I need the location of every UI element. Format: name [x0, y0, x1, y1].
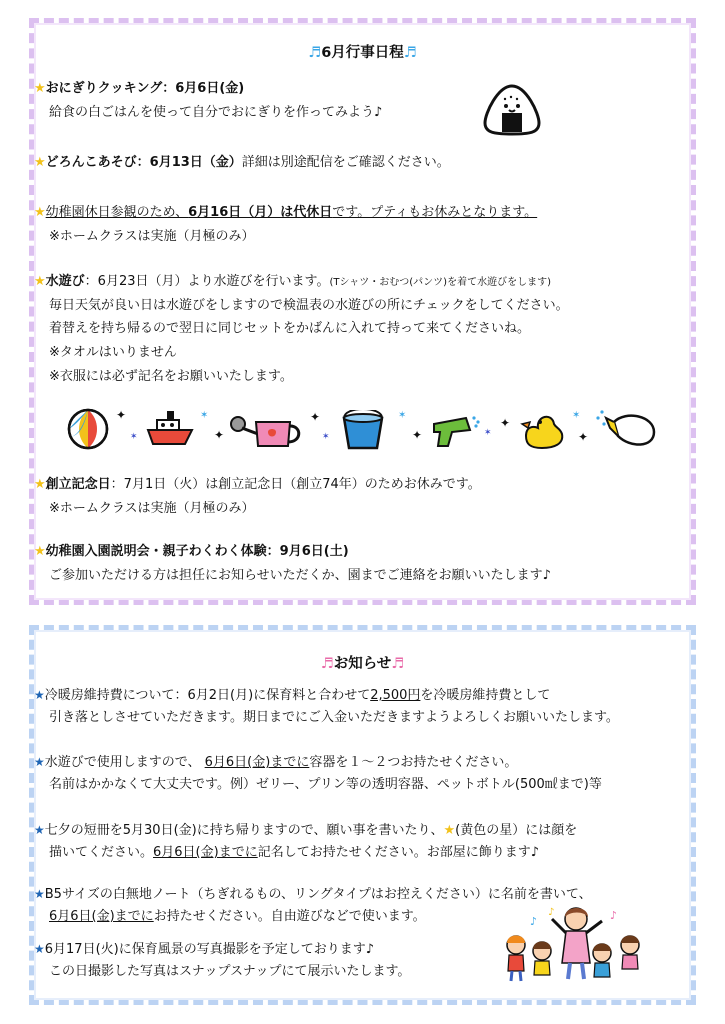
- rubber-duck-icon: [520, 410, 566, 452]
- sparkle-icon: ✦: [578, 430, 589, 444]
- onigiri-title: おにぎりクッキング：6月6日(金): [45, 81, 245, 96]
- photo-line-1: [34, 940, 374, 959]
- water-label: 水遊び: [45, 274, 85, 289]
- star-icon: ★: [34, 205, 46, 220]
- children-playing-illustration: [498, 905, 648, 983]
- water-line-1: 毎日天気が良い日は水遊びをしますので検温表の水遊びの所にチェックをしてください。: [49, 298, 569, 313]
- star-icon: ★: [34, 688, 45, 702]
- water-small-note: (Tシャツ・おむつ(パンツ)を着て水遊びをします): [329, 277, 551, 288]
- water-text: ：6月23日（月）より水遊びを行います。: [84, 274, 330, 289]
- water-line-4: ※衣服には必ず記名をお願いいたします。: [49, 369, 293, 384]
- fee-text-a: 冷暖房維持費について：6月2日(月)に保育料と合わせて: [44, 688, 371, 703]
- holiday-note: ※ホームクラスは実施（月極のみ）: [49, 229, 255, 244]
- toy-boat-icon: [145, 408, 195, 448]
- container-date: 6月6日(金)までに: [204, 755, 310, 770]
- music-note-icon: ♬: [391, 656, 405, 672]
- star-icon: ★: [34, 755, 45, 769]
- svg-text:♪: ♪: [610, 909, 618, 922]
- tanabata-text-b: (黄色の星）には顔を: [455, 823, 578, 838]
- rice-ball-icon: [481, 83, 543, 137]
- svg-text:♪: ♪: [530, 915, 538, 928]
- notebook-date: 6月6日(金)までに: [49, 909, 154, 924]
- holiday-pre: 幼稚園休日参観のため、: [45, 205, 189, 220]
- star-icon: ★: [34, 81, 46, 96]
- photo-line-2: この日撮影した写真はスナップスナップにて展示いたします。: [49, 964, 411, 979]
- star-icon: ★: [34, 942, 45, 956]
- holiday-date: 6月16日（月）は代休日: [188, 205, 333, 220]
- tanabata-text-c: 描いてください。: [49, 845, 154, 860]
- star-icon: ★: [34, 544, 46, 559]
- briefing-title: 幼稚園入園説明会・親子わくわく体験：9月6日(土): [45, 544, 349, 559]
- tanabata-text-a: 七夕の短冊を5月30日(金)に持ち帰りますので、願い事を書いたり、: [44, 823, 444, 838]
- founding-label: 創立記念日: [45, 477, 111, 492]
- holiday-text: [46, 205, 538, 220]
- notebook-line-2: [49, 908, 426, 926]
- beach-ball-icon: [66, 407, 110, 451]
- fee-line-2: 引き落としさせていただきます。期日までにご入金いただきますようよろしくお願いいたします。: [49, 710, 619, 725]
- june-events-title: [34, 41, 691, 62]
- notebook-text-b: お持たせください。自由遊びなどで使います。: [153, 909, 426, 924]
- sparkle-icon: ✶: [398, 410, 407, 421]
- sparkle-icon: ✦: [500, 416, 511, 430]
- founding-note: ※ホームクラスは実施（月極のみ）: [49, 501, 255, 516]
- music-note-icon: ♬: [320, 656, 334, 672]
- star-icon: ★: [34, 155, 46, 170]
- notice-title: [34, 652, 691, 673]
- founding-heading: [34, 476, 481, 494]
- water-gun-icon: [430, 412, 482, 448]
- photo-text-a: 6月17日(火)に保育風景の写真撮影を予定しております♪: [44, 942, 375, 957]
- holiday-post: です。プティもお休みとなります。: [332, 205, 538, 220]
- water-line-2: 着替えを持ち帰るので翌日に同じセットをかばんに入れて持って来てくださいね。: [49, 321, 531, 336]
- doronko-heading: [34, 154, 450, 172]
- notebook-line-1: [34, 885, 592, 904]
- founding-text: ：7月1日（火）は創立記念日（創立74年）のためお休みです。: [110, 477, 481, 492]
- bucket-icon: [340, 410, 386, 452]
- sparkle-icon: ✦: [310, 410, 321, 424]
- sparkle-icon: ✶: [484, 428, 492, 438]
- notebook-text-a: B5サイズの白無地ノート（ちぎれるもの、リングタイプはお控えください）に名前を書いて、: [44, 887, 592, 902]
- water-line-3: ※タオルはいりません: [49, 345, 177, 360]
- water-heading: [34, 273, 551, 292]
- fee-line-1: [34, 686, 550, 705]
- star-icon: ★: [34, 274, 46, 289]
- fee-text-b: を冷暖房維持費として: [420, 688, 551, 703]
- doronko-title: どろんこあそび：6月13日（金）: [45, 155, 242, 170]
- briefing-desc: ご参加いただける方は担任にお知らせいただくか、園までご連絡をお願いいたします♪: [49, 568, 551, 583]
- tanabata-date: 6月6日(金)までに: [153, 845, 258, 860]
- sparkle-icon: ✦: [412, 428, 423, 442]
- briefing-heading: [34, 543, 349, 561]
- water-balloon-icon: [596, 408, 658, 450]
- sparkle-icon: ✶: [130, 432, 138, 442]
- holiday-line: [34, 204, 537, 222]
- tanabata-text-d: 記名してお持たせください。お部屋に飾ります♪: [257, 845, 539, 860]
- star-icon: ★: [34, 477, 46, 492]
- sparkle-icon: ✦: [116, 408, 127, 422]
- music-note-icon: ♬: [403, 45, 417, 61]
- sparkle-icon: ✦: [214, 428, 225, 442]
- music-note-icon: ♬: [308, 45, 322, 61]
- notice-title-text: お知らせ: [333, 656, 392, 672]
- container-text-a: 水遊びで使用しますので、: [44, 755, 205, 770]
- sparkle-icon: ✶: [572, 410, 581, 421]
- onigiri-desc: 給食の白ごはんを使って自分でおにぎりを作ってみよう♪: [49, 105, 383, 120]
- star-icon: ★: [34, 887, 45, 901]
- container-line-1: [34, 753, 517, 772]
- svg-text:♪: ♪: [548, 907, 555, 918]
- doronko-desc: 詳細は別途配信をご確認ください。: [241, 155, 450, 170]
- june-events-title-text: 6月行事日程: [321, 45, 404, 61]
- tanabata-line-1: [34, 821, 577, 840]
- watering-can-icon: [228, 410, 306, 450]
- onigiri-heading: [34, 80, 244, 98]
- sparkle-icon: ✶: [200, 410, 209, 421]
- tanabata-line-2: [49, 844, 539, 862]
- yellow-star-icon: ★: [443, 823, 456, 838]
- sparkle-icon: ✶: [322, 432, 330, 442]
- star-icon: ★: [34, 823, 45, 837]
- container-line-2: 名前はかかなくて大丈夫です。例）ゼリー、プリン等の透明容器、ペットボトル(500㎖まで)等: [49, 777, 602, 792]
- fee-amount: 2,500円: [370, 688, 421, 703]
- container-text-b: 容器を１～２つお持たせください。: [309, 755, 518, 770]
